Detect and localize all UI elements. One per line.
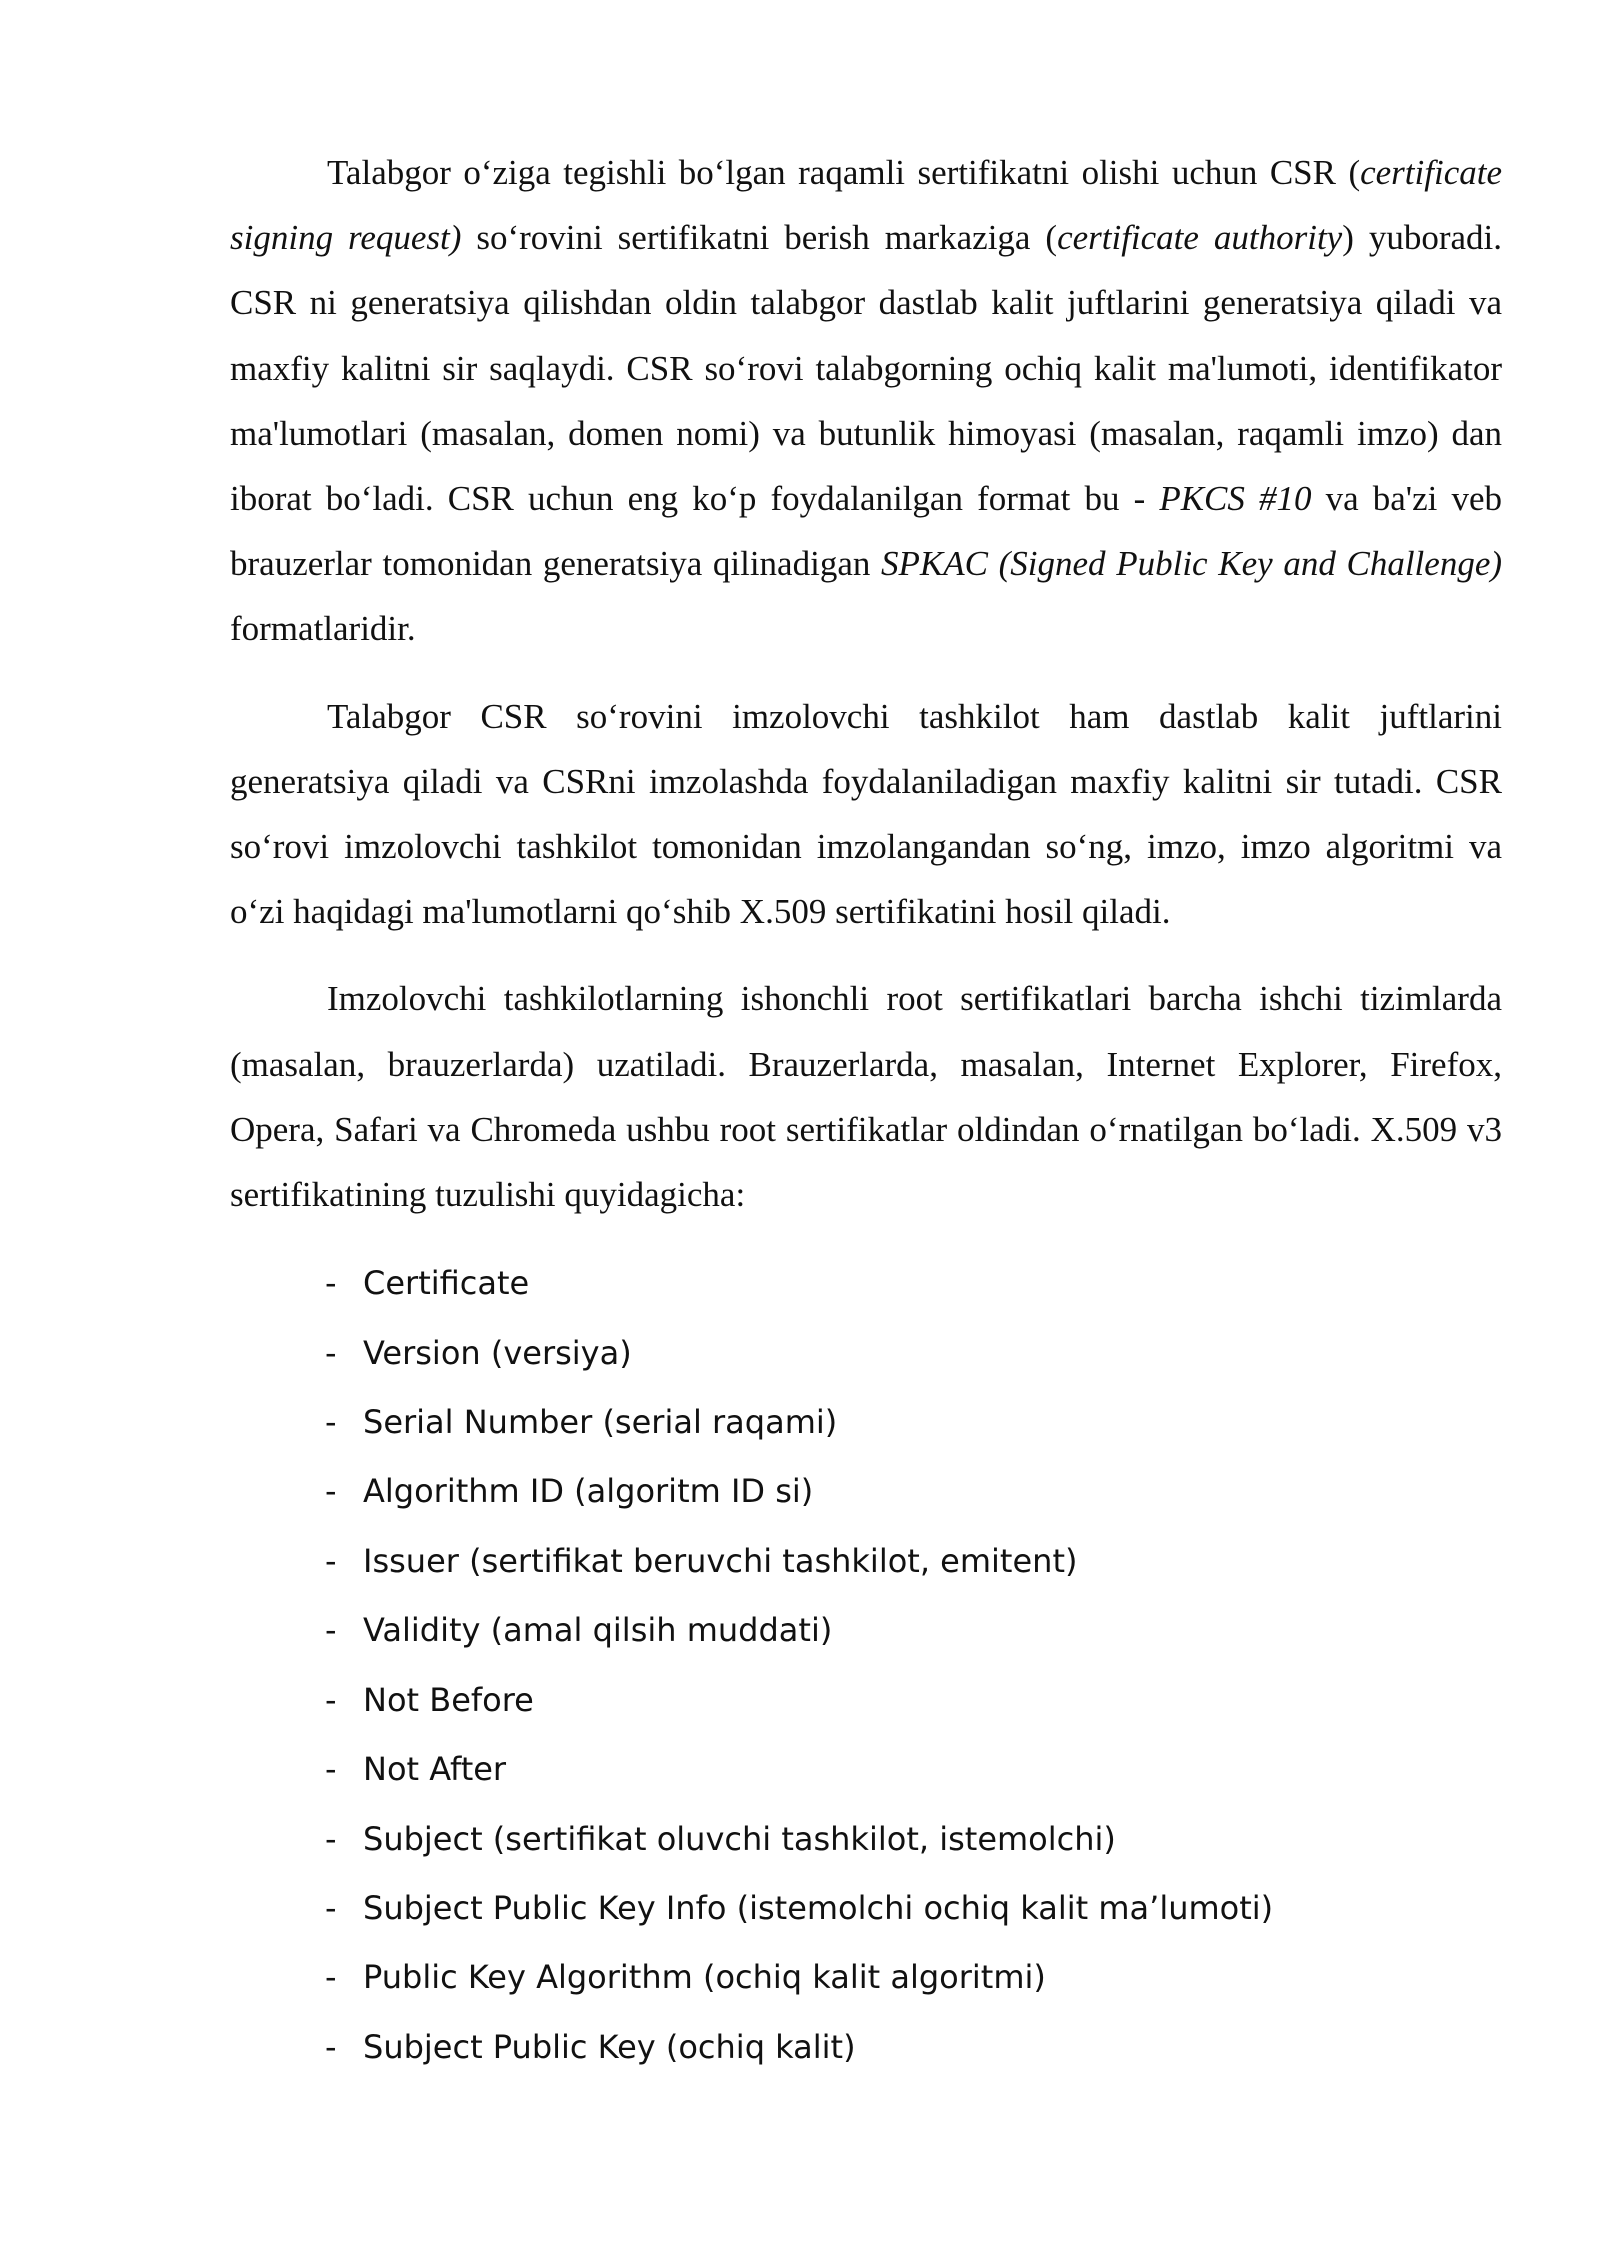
paragraph-csr-signing xyxy=(230,684,1502,945)
list-item xyxy=(230,1805,1502,1874)
list-item-text: Not Before xyxy=(363,1680,534,1719)
list-item xyxy=(230,1527,1502,1596)
italic-run: certificate signing request) xyxy=(230,153,1502,258)
text-run: va ba'zi veb brauzerlar tomonidan generatsiya qilinadigan xyxy=(230,479,1502,584)
list-dash: - xyxy=(325,1472,337,1511)
list-item xyxy=(230,1874,1502,1943)
page-content xyxy=(230,140,1502,2082)
text-run: Talabgor o‘ziga tegishli bo‘lgan raqamli sertifikatni olishi uchun CSR ( xyxy=(327,153,1361,192)
list-item xyxy=(230,1319,1502,1388)
list-dash: - xyxy=(325,2027,337,2066)
list-item-text: Certificate xyxy=(363,1264,530,1303)
italic-run: SPKAC (Signed Public Key and Challenge) xyxy=(881,544,1503,584)
list-item-text: Issuer (sertifikat beruvchi tashkilot, emitent) xyxy=(363,1541,1078,1580)
list-item-text: Serial Number (serial raqami) xyxy=(363,1403,838,1442)
list-dash: - xyxy=(325,1541,337,1580)
list-item-text: Subject (sertifikat oluvchi tashkilot, istemolchi) xyxy=(363,1819,1116,1858)
list-item-text: Public Key Algorithm (ochiq kalit algoritmi) xyxy=(363,1958,1046,1997)
list-dash: - xyxy=(325,1680,337,1719)
certificate-structure-list xyxy=(230,1249,1502,2082)
list-item xyxy=(230,1457,1502,1526)
list-dash: - xyxy=(325,1888,337,1927)
list-item-text: Not After xyxy=(363,1750,507,1789)
list-item-text: Validity (amal qilsih muddati) xyxy=(363,1611,833,1650)
list-item xyxy=(230,1388,1502,1457)
text-run: so‘rovini sertifikatni berish markaziga ( xyxy=(461,218,1058,258)
text-run: formatlaridir. xyxy=(230,609,416,649)
list-dash: - xyxy=(325,1750,337,1789)
list-item-text: Subject Public Key (ochiq kalit) xyxy=(363,2027,856,2066)
list-item-text: Version (versiya) xyxy=(363,1333,632,1372)
list-dash: - xyxy=(325,1819,337,1858)
list-dash: - xyxy=(325,1264,337,1303)
list-item xyxy=(230,1666,1502,1735)
text-run: ) yuboradi. CSR ni generatsiya qilishdan oldin talabgor dastlab kalit juftlarini generatsiya qiladi va maxfiy kalitni sir saqlaydi. CSR so‘rovi talabgorning ochiq kalit ma'lumoti, identifikator ma'lumotlari (masalan, domen nomi) va butunlik himoyasi (masalan, raqamli imzo) dan iborat bo‘ladi. CSR uchun eng ko‘p foydalanilgan format bu - xyxy=(230,218,1502,519)
text-run: Talabgor CSR so‘rovini imzolovchi tashkilot ham dastlab kalit juftlarini generatsiya qiladi va CSRni imzolashda foydalaniladigan maxfiy kalitni sir tutadi. CSR so‘rovi imzolovchi tashkilot tomonidan imzolangandan so‘ng, imzo, imzo algoritmi va o‘zi haqidagi ma'lumotlarni qo‘shib X.509 sertifikatini hosil qiladi. xyxy=(230,696,1502,932)
paragraph-csr-request xyxy=(230,140,1502,662)
list-item-text: Subject Public Key Info (istemolchi ochiq kalit ma’lumoti) xyxy=(363,1888,1274,1927)
list-dash: - xyxy=(325,1333,337,1372)
italic-run: PKCS #10 xyxy=(1159,479,1312,519)
list-dash: - xyxy=(325,1403,337,1442)
italic-run: certificate authority xyxy=(1057,218,1343,258)
list-dash: - xyxy=(325,1611,337,1650)
text-run: Imzolovchi tashkilotlarning ishonchli root sertifikatlari barcha ishchi tizimlarda (masalan, brauzerlarda) uzatiladi. Brauzerlarda, masalan, Internet Explorer, Firefox, Opera, Safari va Chromeda ushbu root sertifikatlar oldindan o‘rnatilgan bo‘ladi. X.509 v3 sertifikatining tuzulishi quyidagicha: xyxy=(230,979,1502,1215)
list-item xyxy=(230,1596,1502,1665)
list-dash: - xyxy=(325,1958,337,1997)
list-item xyxy=(230,2013,1502,2082)
list-item xyxy=(230,1943,1502,2012)
list-item xyxy=(230,1249,1502,1318)
list-item-text: Algorithm ID (algoritm ID si) xyxy=(363,1472,814,1511)
paragraph-root-certificates xyxy=(230,966,1502,1227)
list-item xyxy=(230,1735,1502,1804)
